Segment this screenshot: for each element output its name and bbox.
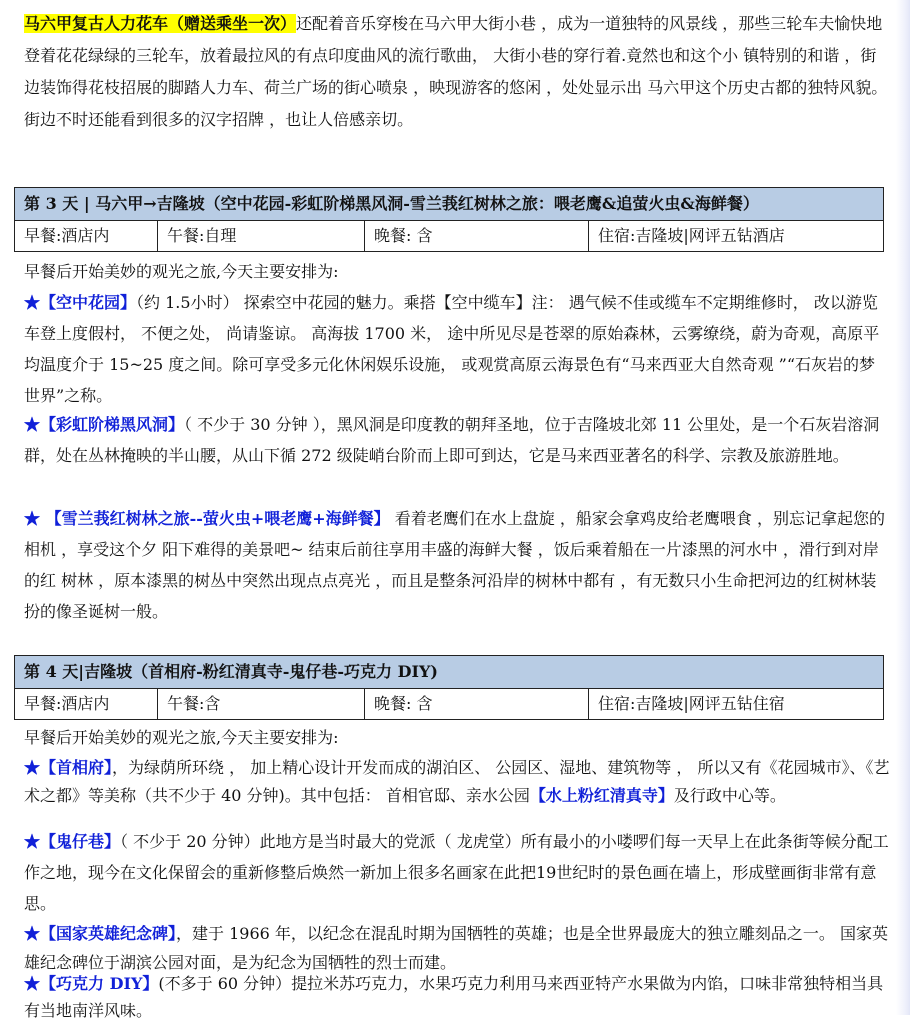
star-icon: ★ (24, 832, 41, 851)
star-icon: ★ (24, 924, 41, 943)
day3-dinner: 晚餐: 含 (365, 221, 589, 251)
item-title-pink-mosque: 【水上粉红清真寺】 (529, 786, 674, 805)
day4-dinner: 晚餐: 含 (365, 689, 589, 719)
day3-lunch: 午餐:自理 (158, 221, 365, 251)
item-text: （ 不少于 20 分钟）此地方是当时最大的党派（ 龙虎堂）所有最小的小喽啰们每一天早上在此条街等候分配工作之地，现今在文化保留会的重新修整后焕然一新加上很多名画家在此把19世纪时的景色画在墙上，形成壁画街非常有意思。 (24, 832, 889, 913)
item-title: 【雪兰莪红树林之旅--萤火虫+喂老鹰+海鲜餐】 (40, 509, 390, 528)
item-title: 【巧克力 DIY】 (40, 974, 159, 993)
day4-lead: 早餐后开始美妙的观光之旅,今天主要安排为: (24, 728, 339, 747)
item-title: 【首相府】 (40, 758, 113, 777)
day3-breakfast: 早餐:酒店内 (15, 221, 158, 251)
item-text: ，为绿荫所环绕 ， 加上精心设计开发而成的湖泊区、 公园区、湿地、建筑物等 ， 所以又有《花园城市》、《艺术之都》等美称（共不少于 40 分钟)。其中包括： 首相官邸、亲水公园 (24, 758, 890, 805)
day4-header: 第 4 天|吉隆坡（首相府-粉红清真寺-鬼仔巷-巧克力 DIY) (15, 656, 883, 689)
day4-lodging: 住宿:吉隆坡|网评五钻住宿 (598, 694, 785, 713)
star-icon: ★ (24, 758, 41, 777)
day4-item-chocolate-diy (24, 970, 890, 1024)
item-title: 【国家英雄纪念碑】 (40, 924, 177, 943)
item-text: 看着老鹰们在水上盘旋 ，船家会拿鸡皮给老鹰喂食 ，别忘记拿起您的相机 ，享受这个夕 阳下难得的美景吧~ 结束后前往享用丰盛的海鲜大餐 ，饭后乘着船在一片漆黑的河水中 ，滑行到对岸的红 树林 ，原本漆黑的树丛中突然出现点点亮光 ，而且是整条河沿岸的树林中都有 ，有无数只小生命把河边的红树林装扮的像圣诞树一般。 (24, 509, 885, 621)
item-text: (不多于 60 分钟）提拉米苏巧克力，水果巧克力利用马来西亚特产水果做为内馅，口味非常独特相当具有当地南洋风味。 (24, 974, 884, 1020)
item-title: 【鬼仔巷】 (40, 832, 121, 851)
item-text: （约 1.5小时） 探索空中花园的魅力。乘搭【空中缆车】注： 遇气候不佳或缆车不定期维修时， 改以游览车登上度假村， 不便之处， 尚请鉴谅。 高海拔 1700 米， 途中所见尽是苍翠的原始森林，云雾缭绕，蔚为奇观，高原平均温度介于 15~25 度之间。除可享受多元化休闲娱乐设施， 或观赏高原云海景色有“马来西亚大自然奇观 ”“石灰岩的梦世界”之称。 (24, 293, 880, 405)
star-icon: ★ (24, 974, 41, 993)
day3-item-batu-caves (24, 409, 890, 471)
item-text-end: 及行政中心等。 (673, 786, 786, 805)
day4-lunch: 午餐:含 (158, 689, 365, 719)
day4-table (14, 655, 884, 720)
intro-paragraph (24, 8, 890, 136)
day4-item-national-monument (24, 919, 890, 977)
intro-text: 还配着音乐穿梭在马六甲大街小巷 ，成为一道独特的风景线 ，那些三轮车夫愉快地登着花花绿绿的三轮车，放着最拉风的有点印度曲风的流行歌曲， 大街小巷的穿行着.竟然也和这个小 镇特别的和谐 ，街边装饰得花枝招展的脚踏人力车、荷兰广场的街心喷泉 ，映现游客的悠闲 ，处处显示出 马六甲这个历史古都的独特风貌。街边不时还能看到很多的汉字招牌 ，也让人倍感亲切。 (24, 14, 888, 129)
day3-item-mangrove (24, 503, 890, 627)
day3-header: 第 3 天 | 马六甲→吉隆坡（空中花园-彩虹阶梯黑风洞-雪兰莪红树林之旅：喂老鹰&追萤火虫&海鲜餐） (15, 188, 883, 221)
day4-meal-row (15, 689, 883, 719)
page-edge-decoration (896, 0, 910, 1015)
item-text: （ 不少于 30 分钟 ），黑风洞是印度教的朝拜圣地，位于吉隆坡北郊 11 公里处，是一个石灰岩溶洞群，处在丛林掩映的半山腰，从山下循 272 级陡峭台阶而上即可到达，它是马来西亚著名的科学、宗教及旅游胜地。 (24, 415, 880, 465)
day3-table (14, 187, 884, 252)
day3-lead: 早餐后开始美妙的观光之旅,今天主要安排为: (24, 262, 339, 281)
day3-meal-row (15, 221, 883, 251)
day4-item-pm-office (24, 754, 890, 810)
item-title: 【彩虹阶梯黑风洞】 (40, 415, 185, 434)
star-icon: ★ (24, 415, 41, 434)
day4-breakfast: 早餐:酒店内 (15, 689, 158, 719)
day4-item-kwai-chai-hong (24, 826, 890, 919)
star-icon: ★ (24, 293, 41, 312)
day3-item-sky-garden (24, 287, 890, 411)
day3-lodging: 住宿:吉隆坡|网评五钻酒店 (598, 226, 785, 245)
item-title: 【空中花园】 (40, 293, 137, 312)
intro-highlight: 马六甲复古人力花车（赠送乘坐一次） (24, 14, 297, 33)
item-text: ，建于 1966 年，以纪念在混乱时期为国牺牲的英雄；也是全世界最庞大的独立雕刻品之一。 国家英雄纪念碑位于湖滨公园对面，是为纪念为国牺牲的烈士而建。 (24, 924, 889, 972)
star-icon: ★ (24, 509, 41, 528)
